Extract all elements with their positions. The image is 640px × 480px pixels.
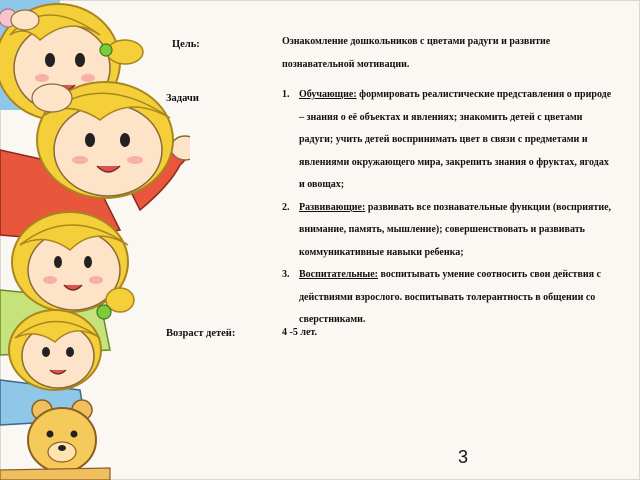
peeking-children-illustration <box>0 0 190 480</box>
task-title: Развивающие: <box>299 201 366 213</box>
goal-description: Ознакомление дошкольников с цветами радуги и развитие познавательной мотивации. <box>282 36 551 70</box>
task-title: Воспитательные: <box>299 269 378 280</box>
age-value: 4 -5 лет. <box>282 327 318 338</box>
task-number: 3. <box>282 269 290 280</box>
goal-text <box>282 31 617 76</box>
task-item-developing <box>282 197 617 265</box>
age-label: Возраст детей: <box>166 328 236 339</box>
page-number: 3 <box>458 447 469 467</box>
tasks-label: Задачи <box>166 93 199 104</box>
task-title: Обучающие: <box>299 89 357 100</box>
task-text: формировать реалистические представления о природе – знания о её объектах и явлениях; знакомить детей с цветами радуги; учить детей воспринимать цвет в связи с предметами и явлениями окружающего мира, закрепить знания о фруктах, ягодах и овощах; <box>299 89 612 190</box>
task-number: 1. <box>282 89 290 100</box>
task-number: 2. <box>282 201 290 213</box>
goal-label: Цель: <box>172 39 200 50</box>
task-text: воспитывать умение соотносить свои действия с действиями взрослого. воспитывать толерантность в общении со сверстниками. <box>299 269 601 325</box>
tasks-list <box>282 84 617 332</box>
task-item-teaching <box>282 84 617 197</box>
task-text: развивать все познавательные функции (восприятие, внимание, память, мышление); совершенствовать и развивать коммуникативные навыки ребенка; <box>299 201 612 258</box>
